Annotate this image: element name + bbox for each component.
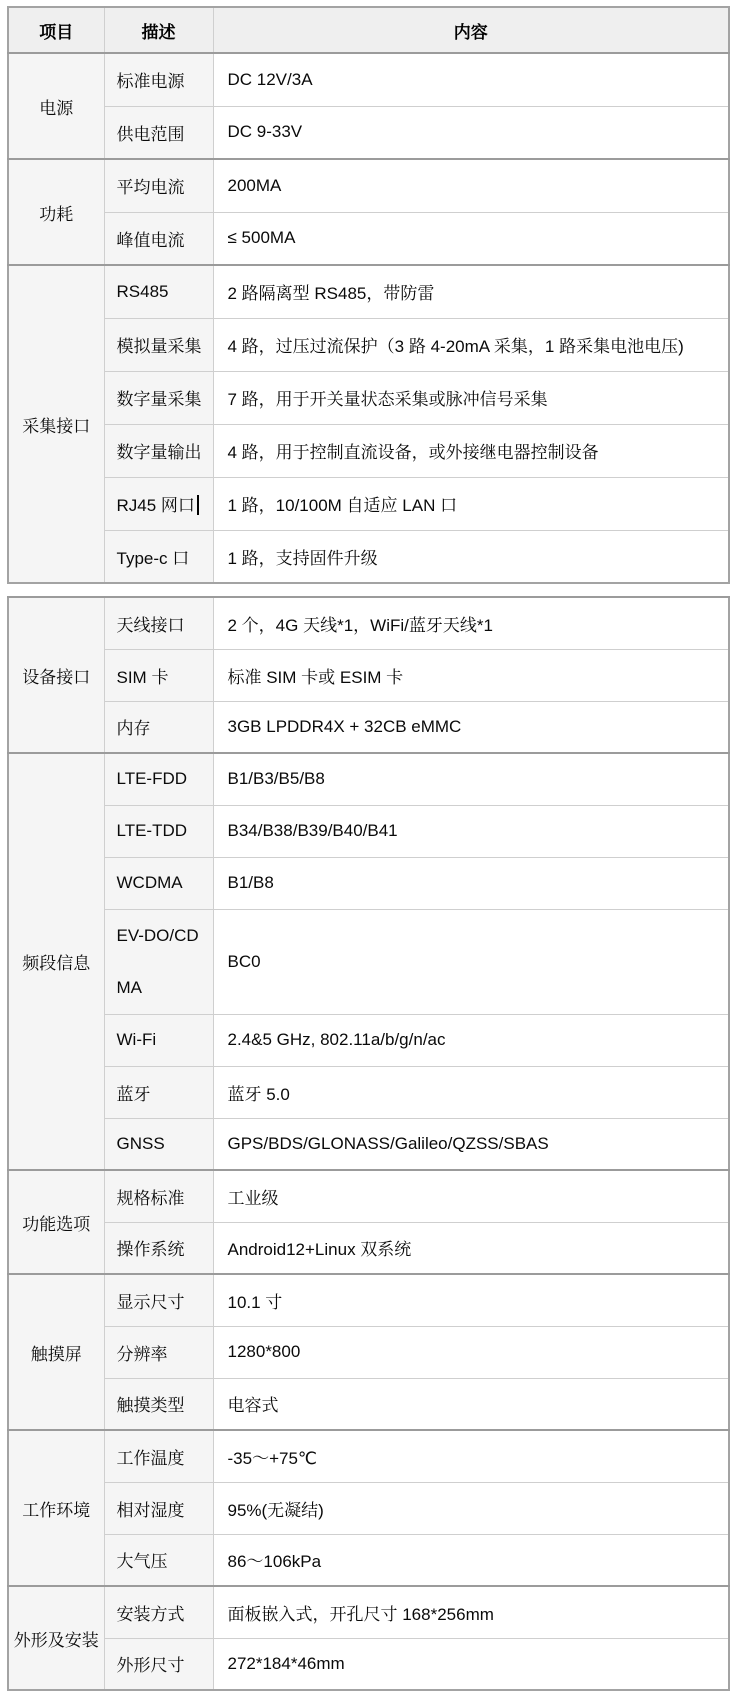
spec-content-cell: ≤ 500MA	[213, 212, 729, 265]
spec-desc-cell	[104, 1222, 213, 1274]
spec-content-cell: 2.4&5 GHz, 802.11a/b/g/n/ac	[213, 1014, 729, 1066]
table-row	[8, 649, 729, 701]
table-row	[8, 265, 729, 318]
table-row	[8, 1170, 729, 1222]
spec-desc-text: LTE-FDD	[116, 769, 188, 789]
spec-content-cell: 面板嵌入式，开孔尺寸 168*256mm	[213, 1586, 729, 1638]
spec-desc-cell	[104, 1326, 213, 1378]
spec-desc-text: 大气压	[116, 1552, 168, 1572]
table-row	[8, 318, 729, 371]
spec-desc-cell	[104, 424, 213, 477]
spec-content-cell: B34/B38/B39/B40/B41	[213, 805, 729, 857]
spec-content-cell: 2 路隔离型 RS485，带防雷	[213, 265, 729, 318]
spec-desc-text: 数字量采集	[116, 390, 202, 409]
spec-desc-text: 安装方式	[116, 1604, 185, 1624]
spec-desc-text: GNSS	[116, 1133, 165, 1153]
spec-desc-text: 触摸类型	[116, 1396, 185, 1416]
spec-desc-cell	[104, 1170, 213, 1222]
spec-desc-text: 显示尺寸	[116, 1292, 185, 1312]
spec-desc-cell	[104, 753, 213, 805]
table-row	[8, 53, 729, 106]
section-label-cell: 功能选项	[8, 1170, 104, 1274]
spec-content-cell: 1 路，支持固件升级	[213, 530, 729, 583]
spec-content-cell: GPS/BDS/GLONASS/Galileo/QZSS/SBAS	[213, 1118, 729, 1170]
section-label-cell: 设备接口	[8, 597, 104, 753]
spec-content-cell: 10.1 寸	[213, 1274, 729, 1326]
spec-content-cell: BC0	[213, 909, 729, 1014]
spec-desc-cell	[104, 106, 213, 159]
table-row	[8, 1586, 729, 1638]
spec-content-cell: 86～106kPa	[213, 1534, 729, 1586]
spec-desc-text: 内存	[116, 719, 151, 739]
spec-desc-cell	[104, 371, 213, 424]
spec-desc-cell	[104, 1118, 213, 1170]
spec-desc-text: LTE-TDD	[116, 821, 188, 840]
section-label-cell: 频段信息	[8, 753, 104, 1170]
table-row	[8, 753, 729, 805]
section-label-cell: 电源	[8, 53, 104, 159]
spec-desc-text: 供电范围	[116, 124, 185, 144]
spec-desc-cell	[104, 649, 213, 701]
table-header-row	[8, 7, 729, 53]
spec-desc-text: 蓝牙	[116, 1084, 151, 1104]
section-label-cell: 外形及安装	[8, 1586, 104, 1690]
spec-content-cell: DC 9-33V	[213, 106, 729, 159]
table-row	[8, 1222, 729, 1274]
table-row	[8, 1014, 729, 1066]
column-header-item: 项目	[8, 7, 104, 53]
spec-desc-text: 外形尺寸	[116, 1656, 185, 1676]
spec-desc-cell	[104, 701, 213, 753]
section-label-cell: 工作环境	[8, 1430, 104, 1586]
spec-desc-text: EV-DO/CDMA	[116, 925, 199, 997]
section-label-cell: 采集接口	[8, 265, 104, 583]
spec-desc-cell	[104, 857, 213, 909]
spec-desc-cell	[104, 265, 213, 318]
spec-desc-cell	[104, 1586, 213, 1638]
spec-desc-text: 平均电流	[116, 178, 185, 198]
spec-desc-cell	[104, 530, 213, 583]
table-row	[8, 1326, 729, 1378]
table-row	[8, 1430, 729, 1482]
spec-desc-text: 数字量输出	[116, 443, 202, 462]
spec-table-upper	[7, 6, 730, 584]
spec-desc-text: 标准电源	[116, 72, 185, 92]
table-row	[8, 597, 729, 649]
spec-content-cell: 4 路，过压过流保护（3 路 4-20mA 采集，1 路采集电池电压)	[213, 318, 729, 371]
spec-desc-cell	[104, 1638, 213, 1690]
table-row	[8, 159, 729, 212]
spec-content-cell: 1 路，10/100M 自适应 LAN 口	[213, 477, 729, 530]
spec-desc-text: RS485	[116, 281, 169, 301]
spec-desc-text: 天线接口	[116, 615, 185, 635]
spec-content-cell: 1280*800	[213, 1326, 729, 1378]
spec-content-cell: B1/B8	[213, 857, 729, 909]
spec-desc-cell	[104, 805, 213, 857]
table-row	[8, 1274, 729, 1326]
table-row	[8, 701, 729, 753]
table-row	[8, 857, 729, 909]
column-header-description: 描述	[104, 7, 213, 53]
table-row	[8, 1378, 729, 1430]
spec-desc-text: SIM 卡	[116, 667, 169, 687]
spec-desc-text: Type-c 口	[116, 548, 190, 568]
spec-desc-cell	[104, 159, 213, 212]
spec-desc-text: 相对湿度	[116, 1500, 185, 1520]
spec-content-cell: Android12+Linux 双系统	[213, 1222, 729, 1274]
spec-content-cell: 7 路，用于开关量状态采集或脉冲信号采集	[213, 371, 729, 424]
section-label-cell: 功耗	[8, 159, 104, 265]
table-row	[8, 530, 729, 583]
table-row	[8, 909, 729, 1014]
spec-desc-text: 模拟量采集	[116, 337, 202, 356]
table-row	[8, 1482, 729, 1534]
column-header-content: 内容	[213, 7, 729, 53]
table-row	[8, 1638, 729, 1690]
spec-desc-text: 分辨率	[116, 1344, 168, 1364]
table-row	[8, 805, 729, 857]
spec-desc-text: 工作温度	[116, 1448, 185, 1468]
spec-desc-cell	[104, 318, 213, 371]
spec-content-cell: DC 12V/3A	[213, 53, 729, 106]
spec-content-cell: 电容式	[213, 1378, 729, 1430]
spec-desc-cell	[104, 1066, 213, 1118]
spec-desc-cell	[104, 212, 213, 265]
spec-desc-cell	[104, 1274, 213, 1326]
spec-desc-text: RJ45 网口	[116, 496, 195, 515]
spec-content-cell: 2 个，4G 天线*1，WiFi/蓝牙天线*1	[213, 597, 729, 649]
spec-desc-cell	[104, 1014, 213, 1066]
table-row	[8, 477, 729, 530]
spec-desc-cell	[104, 53, 213, 106]
spec-desc-text: 操作系统	[116, 1240, 185, 1260]
table-row	[8, 1066, 729, 1118]
spec-desc-text: Wi-Fi	[116, 1030, 157, 1049]
spec-content-cell: 272*184*46mm	[213, 1638, 729, 1690]
table-row	[8, 371, 729, 424]
table-row	[8, 106, 729, 159]
spec-content-cell: 4 路，用于控制直流设备，或外接继电器控制设备	[213, 424, 729, 477]
spec-desc-cell	[104, 1378, 213, 1430]
spec-desc-text: 规格标准	[116, 1188, 185, 1208]
spec-desc-text: 峰值电流	[116, 230, 185, 250]
spec-table-lower	[7, 596, 730, 1691]
table-row	[8, 1118, 729, 1170]
spec-content-cell: 蓝牙 5.0	[213, 1066, 729, 1118]
spec-desc-text: WCDMA	[116, 873, 183, 892]
spec-desc-cell	[104, 597, 213, 649]
spec-desc-cell	[104, 1430, 213, 1482]
spec-content-cell: 工业级	[213, 1170, 729, 1222]
section-label-cell: 触摸屏	[8, 1274, 104, 1430]
table-row	[8, 212, 729, 265]
table-row	[8, 1534, 729, 1586]
spec-content-cell: 200MA	[213, 159, 729, 212]
spec-content-cell: B1/B3/B5/B8	[213, 753, 729, 805]
spec-content-cell: 3GB LPDDR4X + 32CB eMMC	[213, 701, 729, 753]
text-caret	[197, 495, 199, 515]
spec-desc-cell	[104, 1482, 213, 1534]
spec-content-cell: -35～+75℃	[213, 1430, 729, 1482]
spec-content-cell: 标准 SIM 卡或 ESIM 卡	[213, 649, 729, 701]
spec-desc-cell	[104, 909, 213, 1014]
spec-content-cell: 95%(无凝结)	[213, 1482, 729, 1534]
table-row	[8, 424, 729, 477]
spec-desc-cell	[104, 1534, 213, 1586]
spec-desc-cell[interactable]	[104, 477, 213, 530]
